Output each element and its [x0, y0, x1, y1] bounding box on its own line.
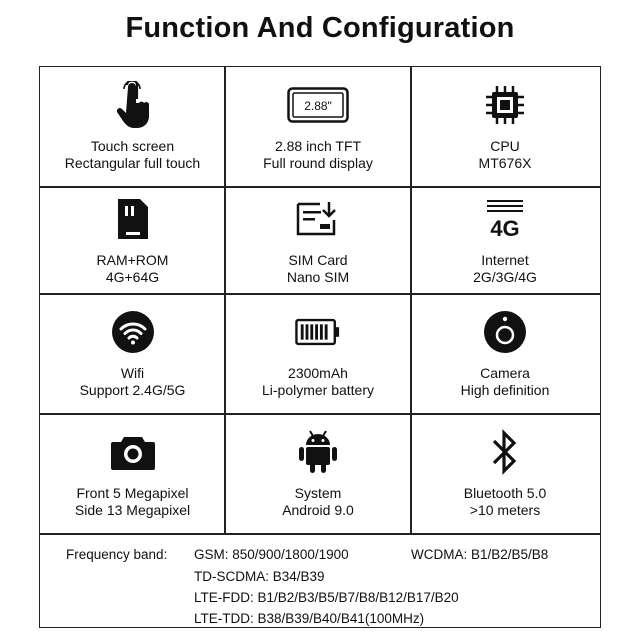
spec-grid [39, 66, 601, 628]
spec-cell-sim [225, 187, 411, 294]
grid-divider [40, 293, 600, 295]
spec-line-2: 2G/3G/4G [473, 268, 537, 285]
spec-cell-internet [411, 187, 599, 294]
spec-line-1: Camera [480, 365, 530, 381]
spec-line-2: >10 meters [469, 502, 541, 518]
spec-line-2: Rectangular full touch [64, 155, 201, 171]
gsm-bands: GSM: 850/900/1800/1900 [194, 547, 349, 562]
grid-divider [224, 67, 226, 534]
spec-cell-cpu [411, 67, 599, 187]
spec-cell-megapixel [40, 414, 225, 534]
camera-lens-icon [482, 309, 528, 355]
spec-line-2: Android 9.0 [282, 502, 354, 518]
spec-line-1: Bluetooth 5.0 [463, 485, 547, 501]
tdscdma-bands: TD-SCDMA: B34/B39 [194, 569, 325, 584]
spec-line-2: Full round display [263, 155, 373, 171]
camera-icon [110, 429, 156, 475]
spec-line-1: Wifi [120, 365, 145, 381]
sim-card-icon [295, 196, 341, 242]
spec-cell-display [225, 67, 411, 187]
spec-row [40, 187, 600, 294]
spec-line-1: 2300mAh [288, 365, 348, 381]
spec-cell-memory [40, 187, 225, 294]
spec-row [40, 294, 600, 414]
display-icon [287, 82, 349, 128]
grid-divider [40, 533, 600, 535]
wcdma-bands: WCDMA: B1/B2/B5/B8 [411, 547, 549, 562]
grid-divider [40, 413, 600, 415]
grid-divider [40, 186, 600, 188]
battery-icon [295, 309, 341, 355]
spec-line-2: Li-polymer battery [261, 382, 375, 398]
spec-line-1: System [294, 485, 342, 501]
display-size-text: 2.88" [304, 99, 332, 113]
page-title: Function And Configuration [125, 12, 515, 44]
memory-card-icon [110, 196, 156, 242]
bluetooth-icon [482, 429, 528, 475]
spec-cell-system [225, 414, 411, 534]
spec-cell-touch [40, 67, 225, 187]
cpu-chip-icon [482, 82, 528, 128]
spec-cell-battery [225, 294, 411, 414]
touch-hand-icon [110, 82, 156, 128]
grid-divider [410, 67, 412, 534]
spec-line-1: 2.88 inch TFT [274, 138, 362, 154]
wifi-icon [110, 309, 156, 355]
spec-line-2: Side 13 Megapixel [74, 502, 191, 518]
spec-line-2: 4G+64G [105, 268, 160, 285]
ltefdd-bands: LTE-FDD: B1/B2/B3/B5/B7/B8/B12/B17/B20 [194, 590, 459, 605]
spec-line-2: Nano SIM [286, 268, 350, 285]
4g-signal-icon [482, 196, 528, 242]
spec-cell-camera [411, 294, 599, 414]
spec-line-2: Support 2.4G/5G [79, 382, 186, 398]
spec-line-1: Internet [481, 251, 529, 268]
spec-row [40, 414, 600, 534]
4g-badge-text: 4G [490, 215, 520, 240]
spec-line-1: RAM+ROM [96, 251, 169, 268]
spec-line-2: MT676X [478, 155, 532, 171]
spec-cell-bluetooth [411, 414, 599, 534]
spec-cell-wifi [40, 294, 225, 414]
spec-line-1: CPU [490, 138, 520, 154]
spec-row [40, 67, 600, 187]
spec-line-2: High definition [460, 382, 550, 398]
spec-line-1: SIM Card [288, 251, 348, 268]
frequency-band-section [40, 537, 600, 629]
spec-line-1: Touch screen [90, 138, 175, 154]
frequency-label: Frequency band: [66, 547, 168, 562]
spec-line-1: Front 5 Megapixel [76, 485, 189, 501]
ltetdd-bands: LTE-TDD: B38/B39/B40/B41(100MHz) [194, 611, 425, 626]
android-icon [295, 429, 341, 475]
